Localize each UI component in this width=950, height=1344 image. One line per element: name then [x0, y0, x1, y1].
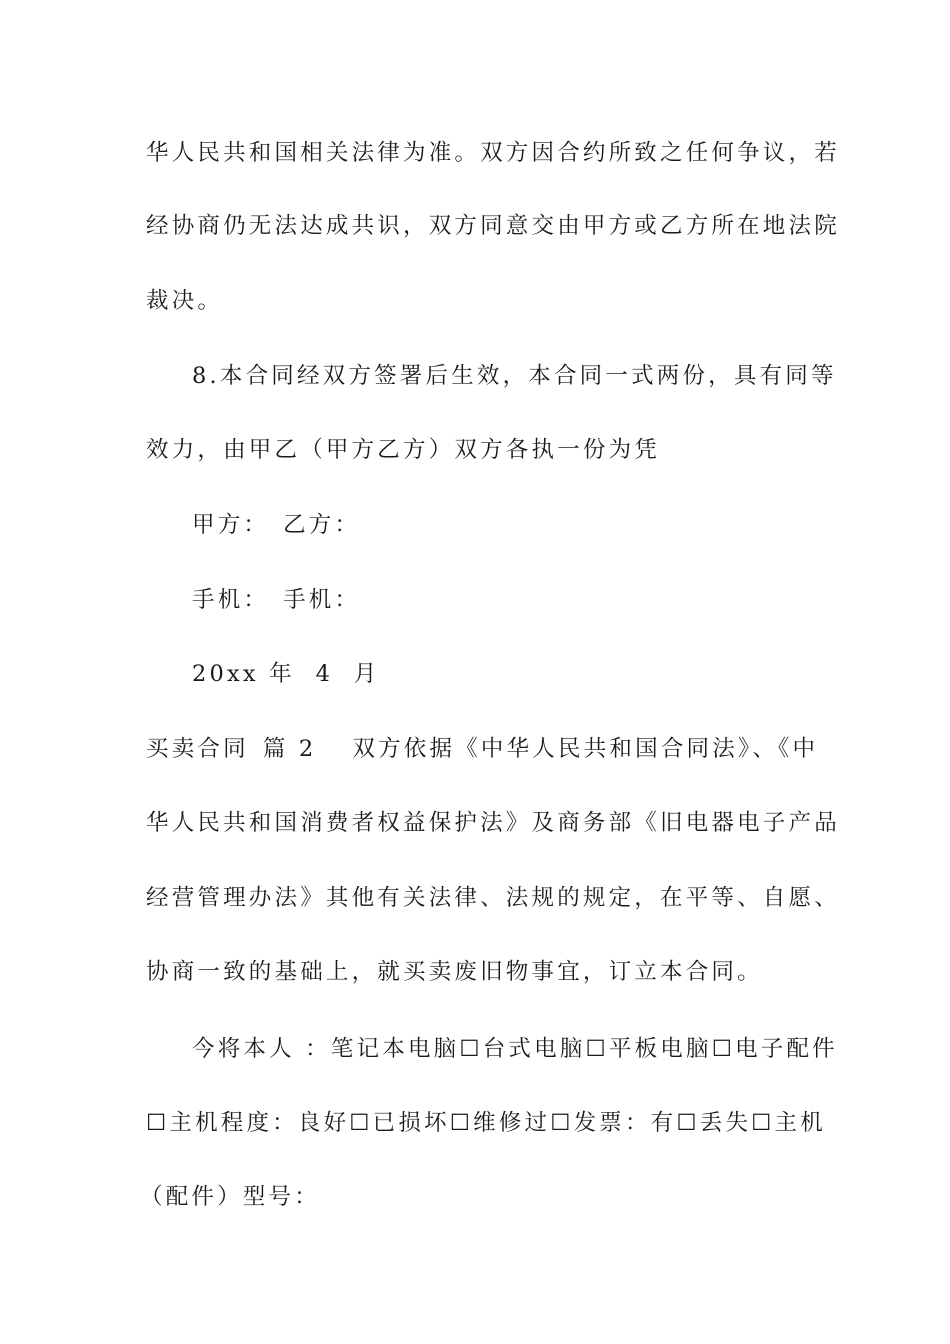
- paragraph-line: 华人民共和国相关法律为准。双方因合约所致之任何争议，若: [146, 140, 840, 166]
- signature-date: 20xx 年 4 月: [192, 661, 380, 687]
- section-2-line: 华人民共和国消费者权益保护法》及商务部《旧电器电子产品: [146, 810, 840, 836]
- goods-line: 今将本人 ：笔记本电脑☐台式电脑☐平板电脑☐电子配件: [192, 1036, 838, 1062]
- clause-8-line: 8.本合同经双方签署后生效，本合同一式两份，具有同等: [192, 363, 837, 389]
- party-a-label: 甲方：: [192, 512, 270, 538]
- signature-phone-row: [192, 585, 852, 615]
- phone-a-label: 手机：: [192, 587, 270, 613]
- section-2-heading-line: [146, 734, 819, 764]
- section-number: 篇 2: [262, 736, 317, 762]
- section-2-line: 协商一致的基础上，就买卖废旧物事宜，订立本合同。: [146, 959, 763, 985]
- goods-line: （配件）型号：: [140, 1184, 320, 1210]
- phone-b-label: 手机：: [283, 587, 361, 613]
- section-2-text: 双方依据《中华人民共和国合同法》、《中: [352, 736, 819, 762]
- section-2-line: 经营管理办法》其他有关法律、法规的规定，在平等、自愿、: [146, 885, 840, 911]
- paragraph-line: 裁决。: [146, 288, 224, 314]
- party-b-label: 乙方：: [283, 512, 361, 538]
- signature-party-row: [192, 510, 852, 540]
- paragraph-line: 经协商仍无法达成共识，双方同意交由甲方或乙方所在地法院: [146, 213, 840, 239]
- section-title: 买卖合同: [146, 736, 249, 762]
- goods-line: ☐主机程度：良好☐已损坏☐维修过☐发票：有☐丢失☐主机: [146, 1110, 826, 1136]
- clause-8-line: 效力，由甲乙（甲方乙方）双方各执一份为凭: [146, 437, 661, 463]
